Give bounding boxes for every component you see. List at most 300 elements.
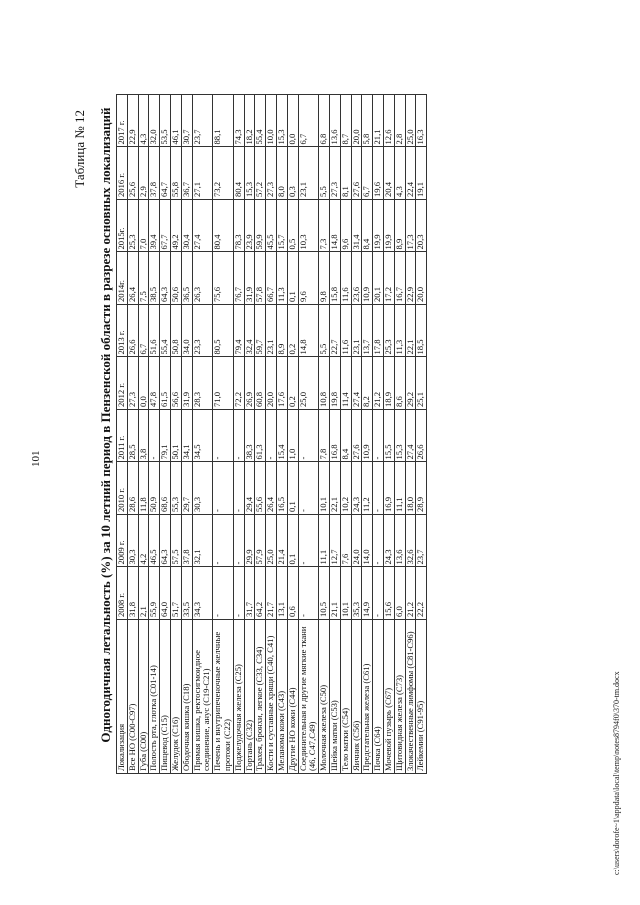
table-cell-value: 51,6	[149, 305, 160, 358]
table-title: Одногодичная летальность (%) за 10 летний период в Пензенской области в разрезе основных локализаций	[98, 107, 113, 743]
table-cell-value: 38,3	[244, 410, 255, 463]
table-cell-value: 6,0	[394, 567, 405, 620]
row-localization: Прямая кишка, ректосигмоидное соединение, анус (C19-C21)	[192, 620, 213, 774]
table-row	[351, 95, 362, 774]
table-cell-value: 23,9	[244, 200, 255, 253]
row-localization: Щитовидная железа (C73)	[394, 620, 405, 774]
table-cell-value: 80,4	[233, 147, 244, 200]
table-cell-value: -	[233, 410, 244, 463]
table-cell-value: 18,0	[405, 462, 416, 515]
table-cell-value: 76,7	[233, 252, 244, 305]
column-header-localization: Локализация	[117, 620, 128, 774]
table-cell-value: 10,9	[362, 410, 373, 463]
table-cell-value: 7,0	[138, 200, 149, 253]
table-cell-value: 13,1	[276, 567, 287, 620]
table-row	[138, 95, 149, 774]
table-cell-value: 10,0	[266, 95, 277, 148]
table-cell-value: 32,6	[405, 515, 416, 568]
table-cell-value: 11,6	[340, 305, 351, 358]
table-cell-value: 27,1	[192, 147, 213, 200]
table-cell-value: 64,2	[255, 567, 266, 620]
table-cell-value: 59,9	[255, 200, 266, 253]
table-cell-value: 18,5	[416, 305, 427, 358]
table-cell-value: 32,0	[149, 95, 160, 148]
row-localization: Предстательная железа (C61)	[362, 620, 373, 774]
table-row	[266, 95, 277, 774]
table-cell-value: 26,4	[127, 252, 138, 305]
table-cell-value: 61,3	[255, 410, 266, 463]
table-cell-value: 31,9	[181, 357, 192, 410]
table-cell-value: 23,1	[351, 305, 362, 358]
table-cell-value: 0,0	[138, 357, 149, 410]
table-cell-value: 9,8	[319, 252, 330, 305]
table-cell-value: 25,3	[127, 200, 138, 253]
table-cell-value: 29,7	[181, 462, 192, 515]
table-cell-value: 11,1	[394, 462, 405, 515]
row-localization: Поджелудочная железа (C25)	[233, 620, 244, 774]
table-cell-value: 27,6	[351, 147, 362, 200]
table-cell-value: -	[213, 567, 234, 620]
table-cell-value: 13,6	[329, 95, 340, 148]
table-cell-value: 50,8	[170, 305, 181, 358]
table-cell-value: 22,1	[405, 305, 416, 358]
table-cell-value: 5,5	[319, 305, 330, 358]
table-cell-value: 24,0	[351, 515, 362, 568]
table-cell-value: 23,1	[298, 147, 319, 200]
table-row	[276, 95, 287, 774]
table-cell-value: 61,5	[160, 357, 171, 410]
table-cell-value: 4,2	[138, 515, 149, 568]
table-row	[255, 95, 266, 774]
table-row	[329, 95, 340, 774]
table-cell-value: 12,7	[329, 515, 340, 568]
table-cell-value: 39,4	[149, 200, 160, 253]
row-localization: Другие НО кожи (C44)	[287, 620, 298, 774]
file-path: c:\users\dorofe~1\appdata\local\temp\notes8794f0\370-tm.docx	[612, 671, 621, 875]
table-cell-value: 25,0	[405, 95, 416, 148]
table-cell-value: 7,6	[340, 515, 351, 568]
table-cell-value: 25,0	[298, 357, 319, 410]
table-row	[244, 95, 255, 774]
table-row	[233, 95, 244, 774]
table-cell-value: -	[373, 567, 384, 620]
table-cell-value: -	[213, 462, 234, 515]
table-row	[181, 95, 192, 774]
table-cell-value: 30,7	[181, 95, 192, 148]
table-cell-value: 24,3	[383, 515, 394, 568]
table-cell-value: -	[373, 462, 384, 515]
table-cell-value: 15,5	[383, 410, 394, 463]
table-cell-value: 64,3	[160, 515, 171, 568]
row-localization: Почка (C64)	[373, 620, 384, 774]
table-cell-value: 8,0	[276, 147, 287, 200]
table-cell-value: 2,1	[138, 567, 149, 620]
table-cell-value: 37,8	[181, 515, 192, 568]
table-cell-value: -	[233, 462, 244, 515]
table-cell-value: 64,3	[160, 252, 171, 305]
table-cell-value: 5,8	[362, 95, 373, 148]
table-cell-value: 19,6	[373, 147, 384, 200]
table-cell-value: 88,1	[213, 95, 234, 148]
table-cell-value: -	[298, 410, 319, 463]
table-cell-value: 20,4	[383, 147, 394, 200]
table-cell-value: 16,9	[383, 462, 394, 515]
table-cell-value: 0,2	[287, 305, 298, 358]
table-cell-value: 4,3	[394, 147, 405, 200]
table-row	[213, 95, 234, 774]
table-cell-value: 32,4	[244, 305, 255, 358]
table-cell-value: 37,8	[149, 147, 160, 200]
table-cell-value: 21,1	[329, 567, 340, 620]
row-localization: Все НО (C00-C97)	[127, 620, 138, 774]
table-cell-value: 28,5	[127, 410, 138, 463]
table-label: Таблица № 12	[72, 110, 87, 188]
table-cell-value: 32,1	[192, 515, 213, 568]
table-cell-value: 8,4	[340, 410, 351, 463]
table-row	[394, 95, 405, 774]
table-row	[405, 95, 416, 774]
table-cell-value: 8,9	[394, 200, 405, 253]
table-cell-value: 28,9	[416, 462, 427, 515]
table-cell-value: 30,4	[181, 200, 192, 253]
table-cell-value: -	[298, 515, 319, 568]
table-cell-value: 10,9	[362, 252, 373, 305]
table-cell-value: 15,4	[276, 410, 287, 463]
table-cell-value: 57,8	[255, 252, 266, 305]
column-header-year: 2012 г.	[117, 357, 128, 410]
table-cell-value: 11,4	[340, 357, 351, 410]
table-cell-value: 64,0	[160, 567, 171, 620]
table-cell-value: 15,7	[276, 200, 287, 253]
table-cell-value: 26,3	[192, 252, 213, 305]
table-cell-value: -	[298, 567, 319, 620]
table-cell-value: 10,2	[340, 462, 351, 515]
table-cell-value: 11,2	[362, 462, 373, 515]
row-localization: Кости и суставные хрящи (C40, C41)	[266, 620, 277, 774]
table-cell-value: 38,5	[149, 252, 160, 305]
table-cell-value: 72,2	[233, 357, 244, 410]
table-cell-value: 17,6	[276, 357, 287, 410]
table-cell-value: 8,4	[362, 200, 373, 253]
table-cell-value: 1,0	[287, 410, 298, 463]
table-cell-value: 30,3	[127, 515, 138, 568]
table-cell-value: 22,9	[127, 95, 138, 148]
table-cell-value: 20,0	[416, 252, 427, 305]
table-cell-value: 19,9	[383, 200, 394, 253]
table-cell-value: 8,6	[394, 357, 405, 410]
table-cell-value: 20,3	[416, 200, 427, 253]
table-cell-value: 6,7	[298, 95, 319, 148]
table-cell-value: 60,8	[255, 357, 266, 410]
row-localization: Молочная железа (C50)	[319, 620, 330, 774]
table-cell-value: 6,7	[138, 305, 149, 358]
table-cell-value: 74,3	[233, 95, 244, 148]
table-cell-value: 57,5	[170, 515, 181, 568]
table-cell-value: 0,3	[287, 147, 298, 200]
table-cell-value: 21,4	[276, 515, 287, 568]
row-localization: Гортань (C32)	[244, 620, 255, 774]
table-cell-value: 56,6	[170, 357, 181, 410]
row-localization: Шейка матки (C53)	[329, 620, 340, 774]
table-cell-value: 17,8	[373, 305, 384, 358]
table-cell-value: 25,1	[416, 357, 427, 410]
table-cell-value: 16,8	[329, 410, 340, 463]
table-cell-value: 28,3	[192, 357, 213, 410]
table-cell-value: 21,2	[373, 357, 384, 410]
table-row	[127, 95, 138, 774]
row-localization: Яичник (C56)	[351, 620, 362, 774]
table-cell-value: 47,8	[149, 357, 160, 410]
table-cell-value: 45,5	[266, 200, 277, 253]
table-cell-value: 15,6	[383, 567, 394, 620]
table-cell-value: 35,3	[351, 567, 362, 620]
table-cell-value: 23,7	[192, 95, 213, 148]
table-cell-value: 22,4	[405, 147, 416, 200]
table-cell-value: 31,4	[351, 200, 362, 253]
table-cell-value: 78,3	[233, 200, 244, 253]
column-header-year: 2016 г.	[117, 147, 128, 200]
table-cell-value: 66,7	[266, 252, 277, 305]
table-row	[149, 95, 160, 774]
table-cell-value: 10,8	[319, 357, 330, 410]
page-number: 101	[30, 450, 42, 467]
column-header-year: 2015г.	[117, 200, 128, 253]
row-localization: Полость рта, глотка (C01-14)	[149, 620, 160, 774]
table-cell-value: 21,7	[266, 567, 277, 620]
table-cell-value: 79,1	[160, 410, 171, 463]
table-cell-value: 50,6	[170, 252, 181, 305]
table-cell-value: 8,1	[340, 147, 351, 200]
table-cell-value: 12,6	[383, 95, 394, 148]
column-header-year: 2008 г.	[117, 567, 128, 620]
row-localization: Пищевод (C15)	[160, 620, 171, 774]
table-row	[340, 95, 351, 774]
table-cell-value: -	[233, 567, 244, 620]
table-cell-value: 11,3	[394, 305, 405, 358]
table-cell-value: 8,9	[276, 305, 287, 358]
row-localization: Злокачественные лимфомы (C81-C96)	[405, 620, 416, 774]
table-cell-value: 26,6	[127, 305, 138, 358]
table-cell-value: 18,9	[383, 357, 394, 410]
table-cell-value: 16,7	[394, 252, 405, 305]
table-cell-value: 28,6	[127, 462, 138, 515]
table-cell-value: 29,9	[244, 515, 255, 568]
table-row	[362, 95, 373, 774]
table-row	[298, 95, 319, 774]
table-cell-value: 27,6	[351, 410, 362, 463]
table-cell-value: 50,1	[170, 410, 181, 463]
table-cell-value: 7,5	[138, 252, 149, 305]
row-localization: Тело матки (C54)	[340, 620, 351, 774]
table-cell-value: 0,5	[287, 200, 298, 253]
table-cell-value: 79,4	[233, 305, 244, 358]
table-cell-value: 19,9	[373, 200, 384, 253]
table-cell-value: 22,2	[416, 567, 427, 620]
table-cell-value: -	[373, 515, 384, 568]
column-header-year: 2009 г.	[117, 515, 128, 568]
table-cell-value: 4,3	[138, 95, 149, 148]
row-localization: Губа (C00)	[138, 620, 149, 774]
table-cell-value: 55,3	[170, 462, 181, 515]
table-cell-value: 55,4	[255, 95, 266, 148]
table-cell-value: 55,4	[160, 305, 171, 358]
table-cell-value: 75,6	[213, 252, 234, 305]
table-cell-value: -	[213, 515, 234, 568]
table-cell-value: 25,6	[127, 147, 138, 200]
table-cell-value: 68,6	[160, 462, 171, 515]
header-row	[117, 95, 128, 774]
table-cell-value: 7,8	[319, 410, 330, 463]
table-cell-value: 15,8	[329, 252, 340, 305]
table-cell-value: 50,9	[149, 462, 160, 515]
table-cell-value: 51,7	[170, 567, 181, 620]
table-cell-value: 6,7	[362, 147, 373, 200]
table-cell-value: 19,8	[329, 357, 340, 410]
table-cell-value: 3,8	[138, 410, 149, 463]
table-cell-value: 71,0	[213, 357, 234, 410]
table-cell-value: 27,4	[405, 410, 416, 463]
table-cell-value: 17,3	[405, 200, 416, 253]
table-cell-value: 16,3	[416, 95, 427, 148]
table-cell-value: -	[233, 515, 244, 568]
table-cell-value: 18,2	[244, 95, 255, 148]
column-header-year: 2013 г.	[117, 305, 128, 358]
table-cell-value: 2,9	[138, 147, 149, 200]
row-localization: Мочевой пузырь (C67)	[383, 620, 394, 774]
table-cell-value: 11,8	[138, 462, 149, 515]
table-row	[416, 95, 427, 774]
table-cell-value: 13,7	[362, 305, 373, 358]
table-cell-value: 27,3	[266, 147, 277, 200]
table-cell-value: 22,9	[405, 252, 416, 305]
table-cell-value: 46,5	[149, 515, 160, 568]
row-localization: Печень и внутрипеченочные желчные протоки (C22)	[213, 620, 234, 774]
table-cell-value: 20,1	[373, 252, 384, 305]
table-row	[160, 95, 171, 774]
table-cell-value: 34,3	[192, 567, 213, 620]
table-cell-value: 57,9	[255, 515, 266, 568]
table-cell-value: 0,1	[287, 515, 298, 568]
column-header-year: 2017 г.	[117, 95, 128, 148]
table-cell-value: 17,2	[383, 252, 394, 305]
table-cell-value: 55,8	[170, 147, 181, 200]
table-row	[192, 95, 213, 774]
table-row	[319, 95, 330, 774]
table-cell-value: 34,1	[181, 410, 192, 463]
table-body	[127, 95, 426, 774]
table-cell-value: 0,2	[287, 357, 298, 410]
row-localization: Ободочная кишка (C18)	[181, 620, 192, 774]
table-cell-value: 15,3	[394, 410, 405, 463]
row-localization: Трахея, бронхи, легкое (C33, C34)	[255, 620, 266, 774]
table-cell-value: 31,8	[127, 567, 138, 620]
table-cell-value: 25,0	[266, 515, 277, 568]
table-cell-value: 14,9	[362, 567, 373, 620]
table-cell-value: 22,7	[329, 305, 340, 358]
table-cell-value: -	[213, 410, 234, 463]
table-cell-value: 55,6	[255, 462, 266, 515]
table-cell-value: 27,4	[192, 200, 213, 253]
table-cell-value: 26,6	[416, 410, 427, 463]
table-cell-value: 29,2	[405, 357, 416, 410]
table-row	[170, 95, 181, 774]
table-cell-value: 23,7	[416, 515, 427, 568]
table-cell-value: 49,2	[170, 200, 181, 253]
table-cell-value: -	[149, 410, 160, 463]
table-cell-value: 8,2	[362, 357, 373, 410]
table-cell-value: 34,0	[181, 305, 192, 358]
table-cell-value: 15,3	[276, 95, 287, 148]
table-row	[287, 95, 298, 774]
table-cell-value: 31,9	[244, 252, 255, 305]
table-cell-value: 10,5	[319, 567, 330, 620]
row-localization: Желудок (C16)	[170, 620, 181, 774]
table-cell-value: 36,7	[181, 147, 192, 200]
table-cell-value: 27,4	[351, 357, 362, 410]
table-cell-value: -	[266, 410, 277, 463]
table-cell-value: 0,1	[287, 252, 298, 305]
table-cell-value: 80,5	[213, 305, 234, 358]
row-localization: Лейкемии (C91-95)	[416, 620, 427, 774]
table-cell-value: 26,4	[266, 462, 277, 515]
column-header-year: 2014г.	[117, 252, 128, 305]
table-cell-value: 19,1	[416, 147, 427, 200]
table-cell-value: 14,0	[362, 515, 373, 568]
table-row	[373, 95, 384, 774]
table-cell-value: 13,6	[394, 515, 405, 568]
table-cell-value: 67,7	[160, 200, 171, 253]
table-cell-value: 5,5	[319, 147, 330, 200]
column-header-year: 2011 г.	[117, 410, 128, 463]
table-cell-value: 2,8	[394, 95, 405, 148]
table-cell-value: 0,0	[287, 95, 298, 148]
table-cell-value: -	[373, 410, 384, 463]
table-row	[383, 95, 394, 774]
table-cell-value: 55,9	[149, 567, 160, 620]
table-cell-value: 80,4	[213, 200, 234, 253]
table-cell-value: 22,1	[329, 462, 340, 515]
table-cell-value: 23,3	[192, 305, 213, 358]
table-cell-value: 23,6	[351, 252, 362, 305]
table-cell-value: 57,2	[255, 147, 266, 200]
table-cell-value: 11,1	[319, 515, 330, 568]
table-cell-value: 25,3	[383, 305, 394, 358]
table-cell-value: 8,7	[340, 95, 351, 148]
table-cell-value: 30,3	[192, 462, 213, 515]
row-localization: Соединительная и другие мягкие ткани (46, C47,C49)	[298, 620, 319, 774]
table-cell-value: 31,7	[244, 567, 255, 620]
table-cell-value: 10,3	[298, 200, 319, 253]
table-cell-value: 14,8	[329, 200, 340, 253]
table-cell-value: 11,6	[340, 252, 351, 305]
table-cell-value: 73,2	[213, 147, 234, 200]
table-cell-value: -	[298, 462, 319, 515]
table-cell-value: 0,6	[287, 567, 298, 620]
table-cell-value: 14,8	[298, 305, 319, 358]
table-cell-value: 10,1	[319, 462, 330, 515]
table-cell-value: 9,6	[298, 252, 319, 305]
table-cell-value: 34,5	[192, 410, 213, 463]
table-cell-value: 53,5	[160, 95, 171, 148]
table-cell-value: 6,8	[319, 95, 330, 148]
table-cell-value: 46,1	[170, 95, 181, 148]
table-cell-value: 21,2	[405, 567, 416, 620]
column-header-year: 2010 г.	[117, 462, 128, 515]
table-cell-value: 33,5	[181, 567, 192, 620]
table-cell-value: 36,5	[181, 252, 192, 305]
table-cell-value: 10,1	[340, 567, 351, 620]
table-cell-value: 20,0	[351, 95, 362, 148]
